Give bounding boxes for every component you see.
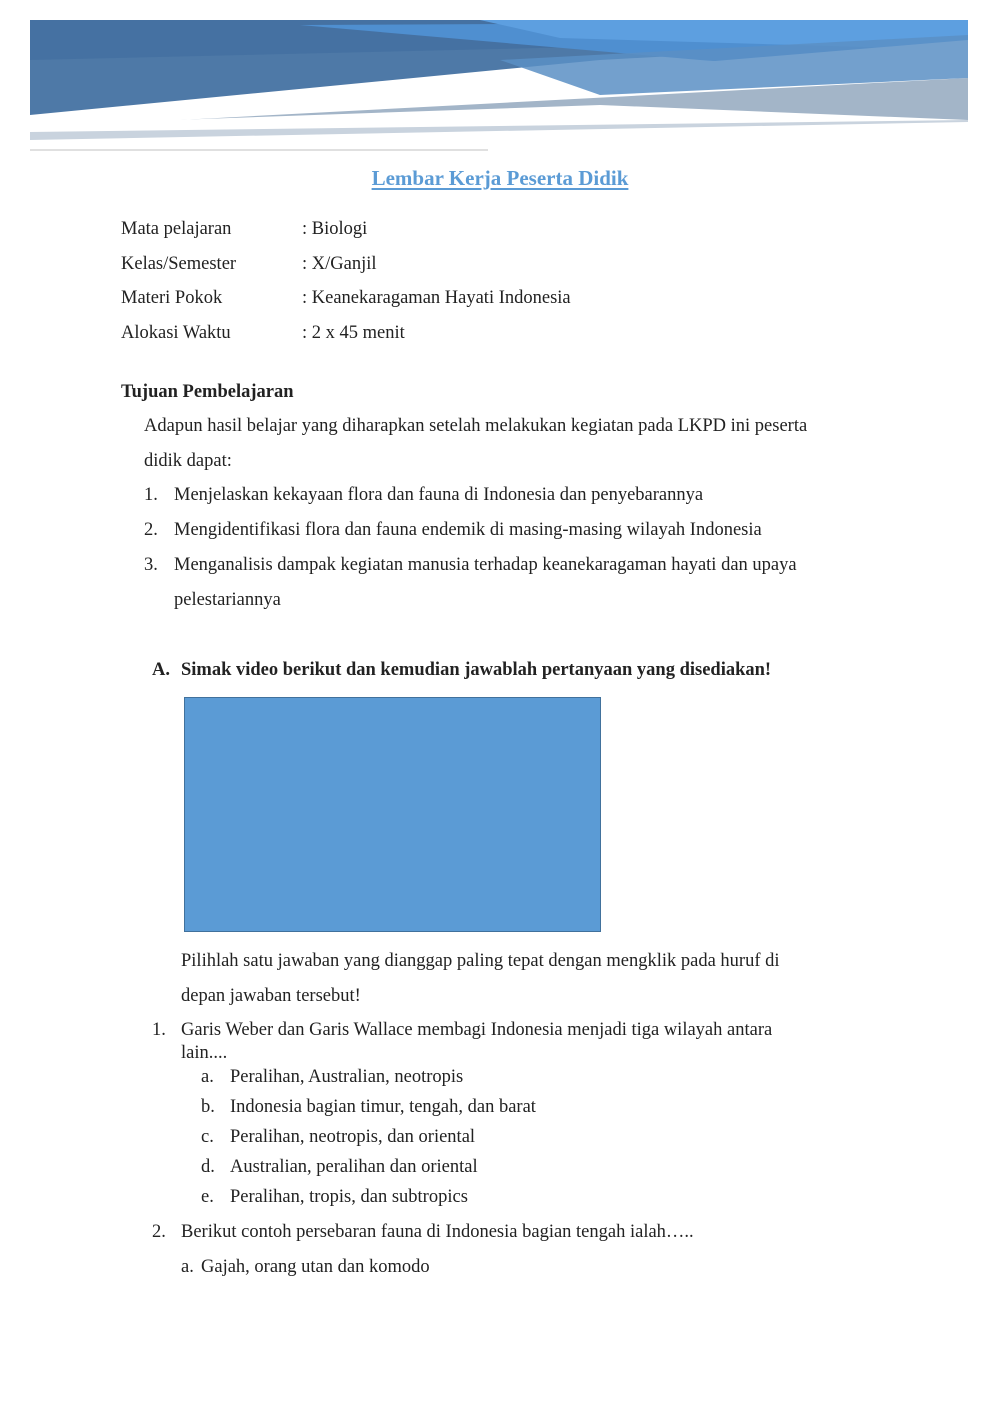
option-letter-c[interactable]: c. xyxy=(201,1127,214,1147)
option-text: Australian, peralihan dan oriental xyxy=(230,1157,478,1177)
question-number: 2. xyxy=(152,1222,166,1242)
option-text: Peralihan, Australian, neotropis xyxy=(230,1067,464,1087)
header-banner xyxy=(0,0,1000,160)
question-text: Berikut contoh persebaran fauna di Indonesia bagian tengah ialah….. xyxy=(181,1222,694,1242)
option-text: Peralihan, neotropis, dan oriental xyxy=(230,1127,476,1147)
objective-text: Mengidentifikasi flora dan fauna endemik di masing-masing wilayah Indonesia xyxy=(174,520,762,540)
instruction-line1: Pilihlah satu jawaban yang dianggap paling tepat dengan mengklik pada huruf di xyxy=(181,951,780,971)
meta-label-time: Alokasi Waktu xyxy=(121,323,231,343)
meta-label-topic: Materi Pokok xyxy=(121,288,223,308)
option-letter-a[interactable]: a. xyxy=(181,1257,194,1277)
objective-number: 2. xyxy=(144,520,158,540)
question-text-cont: lain.... xyxy=(181,1043,228,1063)
meta-label-subject: Mata pelajaran xyxy=(121,219,232,239)
page-title: Lembar Kerja Peserta Didik xyxy=(371,166,629,190)
option-letter-e[interactable]: e. xyxy=(201,1187,214,1207)
objectives-intro-line1: Adapun hasil belajar yang diharapkan setelah melakukan kegiatan pada LKPD ini peserta xyxy=(144,416,808,436)
section-a-letter: A. xyxy=(152,660,170,680)
objective-text-cont: pelestariannya xyxy=(174,590,281,610)
objective-number: 1. xyxy=(144,485,158,505)
meta-value-time: : 2 x 45 menit xyxy=(302,323,405,343)
instruction-line2: depan jawaban tersebut! xyxy=(181,986,361,1006)
question-number: 1. xyxy=(152,1020,166,1040)
objectives-heading: Tujuan Pembelajaran xyxy=(121,382,294,402)
option-letter-b[interactable]: b. xyxy=(201,1097,215,1117)
option-letter-d[interactable]: d. xyxy=(201,1157,215,1177)
meta-value-class: : X/Ganjil xyxy=(302,254,377,274)
option-letter-a[interactable]: a. xyxy=(201,1067,214,1087)
option-text: Gajah, orang utan dan komodo xyxy=(201,1257,430,1277)
objective-text: Menjelaskan kekayaan flora dan fauna di Indonesia dan penyebarannya xyxy=(174,485,704,505)
option-text: Peralihan, tropis, dan subtropics xyxy=(230,1187,468,1207)
objectives-intro-line2: didik dapat: xyxy=(144,451,232,471)
video-placeholder[interactable] xyxy=(184,697,601,932)
objective-number: 3. xyxy=(144,555,158,575)
question-text: Garis Weber dan Garis Wallace membagi Indonesia menjadi tiga wilayah antara xyxy=(181,1020,773,1040)
objective-text: Menganalisis dampak kegiatan manusia terhadap keanekaragaman hayati dan upaya xyxy=(174,555,797,575)
meta-value-subject: : Biologi xyxy=(302,219,368,239)
meta-value-topic: : Keanekaragaman Hayati Indonesia xyxy=(302,288,571,308)
section-a-heading: Simak video berikut dan kemudian jawablah pertanyaan yang disediakan! xyxy=(181,660,772,680)
meta-label-class: Kelas/Semester xyxy=(121,254,237,274)
option-text: Indonesia bagian timur, tengah, dan barat xyxy=(230,1097,536,1117)
